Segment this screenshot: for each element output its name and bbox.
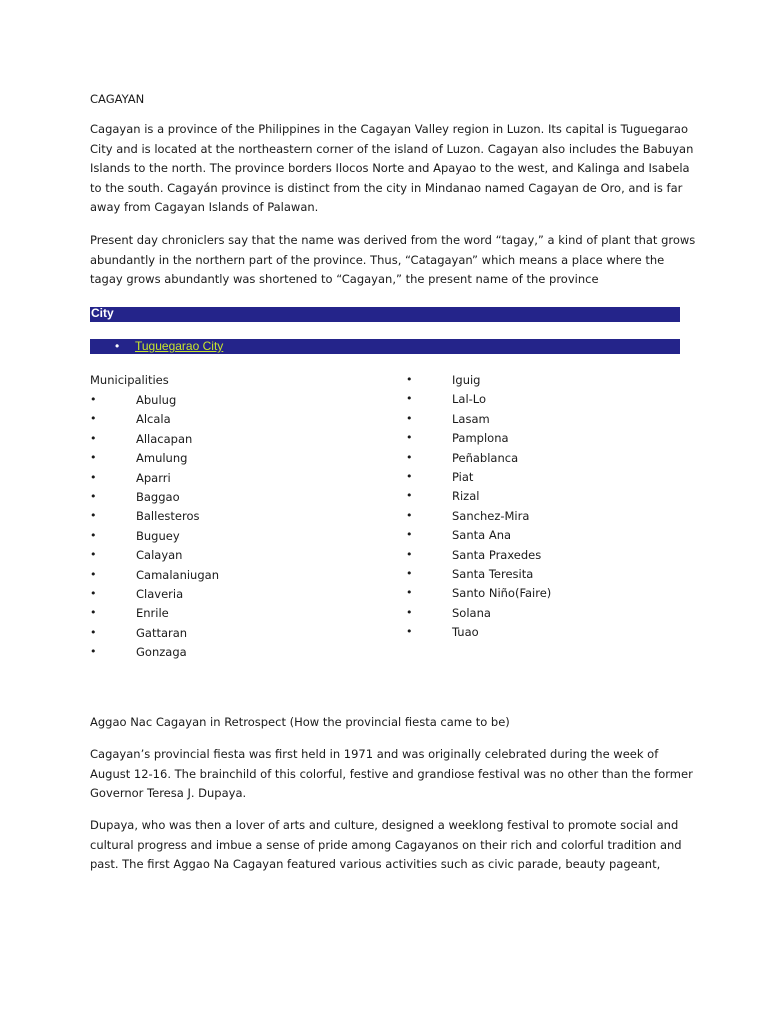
fiesta-section-heading: Aggao Nac Cagayan in Retrospect (How the provincial fiesta came to be) [90, 715, 510, 729]
city-section-header [90, 307, 680, 322]
bullet-marker: • [406, 392, 413, 406]
municipality-item [406, 585, 680, 604]
municipality-name: Peñablanca [452, 450, 519, 465]
municipality-name: Santo Niño(Faire) [452, 586, 552, 601]
bullet-marker: • [406, 373, 413, 386]
municipality-name: Ballesteros [136, 509, 200, 524]
municipality-name: Enrile [136, 606, 169, 621]
bullet-marker: • [406, 450, 413, 464]
bullet-marker: • [90, 606, 97, 620]
dupaya-line: Dupaya, who was then a lover of arts and culture, designed a weeklong festival to promote social and [90, 818, 679, 832]
municipality-item [90, 625, 390, 644]
bullet-marker: • [406, 586, 413, 600]
bullet-marker: • [90, 586, 97, 600]
municipality-name: Rizal [452, 489, 480, 504]
intro-line: Islands to the north. The province borders Ilocos Norte and Apayao to the west, and Kalinga and Isabela [90, 161, 690, 175]
municipality-name: Baggao [136, 489, 180, 504]
municipality-item [406, 547, 680, 566]
municipality-item [90, 431, 390, 450]
name-origin-line: tagay grows abundantly was shortened to “Cagayan,” the present name of the province [90, 272, 599, 286]
municipality-name: Sanchez-Mira [452, 508, 530, 523]
name-origin-paragraph [90, 231, 696, 290]
bullet-marker: • [406, 566, 413, 580]
municipality-item [90, 508, 390, 527]
municipality-item [90, 586, 390, 605]
municipality-item [406, 450, 680, 469]
dupaya-line: cultural progress and imbue a sense of pride among Cagayanos on their rich and colorful tradition and [90, 837, 682, 852]
bullet-marker: • [90, 548, 97, 562]
municipality-item [406, 566, 680, 585]
municipality-name: Camalaniugan [136, 567, 219, 582]
bullet-marker: • [406, 625, 413, 639]
municipality-item [406, 391, 680, 410]
municipality-name: Pamplona [452, 431, 509, 446]
municipality-name: Tuao [452, 625, 479, 640]
municipalities-label: Municipalities [90, 373, 169, 387]
municipality-item [90, 489, 390, 508]
municipalities-list-right [406, 372, 680, 643]
dupaya-line: past. The first Aggao Na Cagayan featured various activities such as civic parade, beauty pageant, [90, 857, 661, 871]
city-section-label: City [91, 306, 114, 320]
document-title: CAGAYAN [90, 92, 145, 106]
municipality-item [406, 430, 680, 449]
municipality-name: Aparri [136, 470, 171, 485]
bullet-marker: • [406, 508, 413, 522]
intro-line: away from Cagayan Islands of Palawan. [90, 200, 319, 214]
bullet-marker: • [90, 431, 97, 445]
bullet-marker: • [406, 469, 413, 483]
municipality-item [90, 567, 390, 586]
bullet-marker: • [406, 411, 413, 425]
bullet-marker: • [90, 451, 97, 465]
municipality-name: Amulung [136, 451, 188, 466]
dupaya-paragraph [90, 816, 680, 875]
municipality-name: Santa Ana [452, 528, 512, 543]
municipality-name: Alcala [136, 412, 171, 427]
intro-line: to the south. Cagayán province is distinct from the city in Mindanao named Cagayan de Oro, and is far [90, 180, 683, 195]
city-bullet: • [115, 339, 120, 353]
municipality-item [406, 527, 680, 546]
municipality-item [90, 411, 390, 430]
bullet-marker: • [406, 489, 413, 503]
intro-line: City and is located at the northeastern corner of the island of Luzon. Cagayan also includes the Babuyan [90, 141, 694, 156]
municipality-item [406, 488, 680, 507]
bullet-marker: • [90, 509, 97, 523]
municipality-item [406, 411, 680, 430]
municipality-name: Gattaran [136, 625, 188, 640]
municipality-item [90, 392, 390, 411]
municipality-name: Santa Praxedes [452, 547, 542, 562]
bullet-marker: • [406, 431, 413, 445]
municipality-name: Calayan [136, 548, 183, 563]
bullet-marker: • [90, 528, 97, 542]
bullet-marker: • [90, 625, 97, 639]
municipality-item [406, 624, 680, 643]
municipality-name: Claveria [136, 586, 184, 601]
municipality-name: Piat [452, 469, 474, 484]
bullet-marker: • [90, 412, 97, 426]
bullet-marker: • [90, 645, 97, 659]
municipality-item [90, 644, 390, 663]
municipality-name: Allacapan [136, 431, 193, 446]
municipality-item [406, 605, 680, 624]
fiesta-line: Cagayan’s provincial fiesta was first held in 1971 and was originally celebrated during the week of [90, 747, 659, 761]
municipality-item [90, 547, 390, 566]
municipality-item [406, 508, 680, 527]
bullet-marker: • [406, 547, 413, 561]
bullet-marker: • [90, 489, 97, 503]
intro-line: Cagayan is a province of the Philippines in the Cagayan Valley region in Luzon. Its capital is Tuguegarao [90, 122, 689, 136]
municipality-name: Gonzaga [136, 645, 187, 660]
municipality-item [90, 605, 390, 624]
intro-paragraph [90, 120, 694, 218]
municipality-name: Lal-Lo [452, 392, 487, 407]
tuguegarao-city-link[interactable]: Tuguegarao City [135, 339, 224, 353]
city-list-bar [90, 339, 680, 354]
municipality-item [406, 469, 680, 488]
municipality-name: Lasam [452, 411, 490, 426]
municipality-name: Abulug [136, 393, 177, 407]
municipality-item [90, 528, 390, 547]
name-origin-line: abundantly in the northern part of the province. Thus, “Catagayan” which means a place where the [90, 252, 665, 267]
fiesta-paragraph [90, 745, 693, 804]
municipality-name: Buguey [136, 528, 180, 543]
municipality-name: Santa Teresita [452, 566, 534, 581]
municipality-name: Solana [452, 605, 491, 620]
fiesta-line: Governor Teresa J. Dupaya. [90, 786, 247, 800]
municipalities-list-left [90, 392, 390, 663]
bullet-marker: • [90, 393, 97, 406]
municipality-item [90, 450, 390, 469]
bullet-marker: • [90, 567, 97, 581]
name-origin-line: Present day chroniclers say that the name was derived from the word “tagay,” a kind of plant that grows [90, 233, 696, 247]
municipality-name: Iguig [452, 373, 481, 387]
bullet-marker: • [406, 605, 413, 619]
fiesta-line: August 12-16. The brainchild of this colorful, festive and grandiose festival was no other than the former [90, 766, 693, 781]
municipality-item [90, 470, 390, 489]
municipality-item [406, 372, 680, 391]
bullet-marker: • [90, 470, 97, 484]
bullet-marker: • [406, 528, 413, 542]
